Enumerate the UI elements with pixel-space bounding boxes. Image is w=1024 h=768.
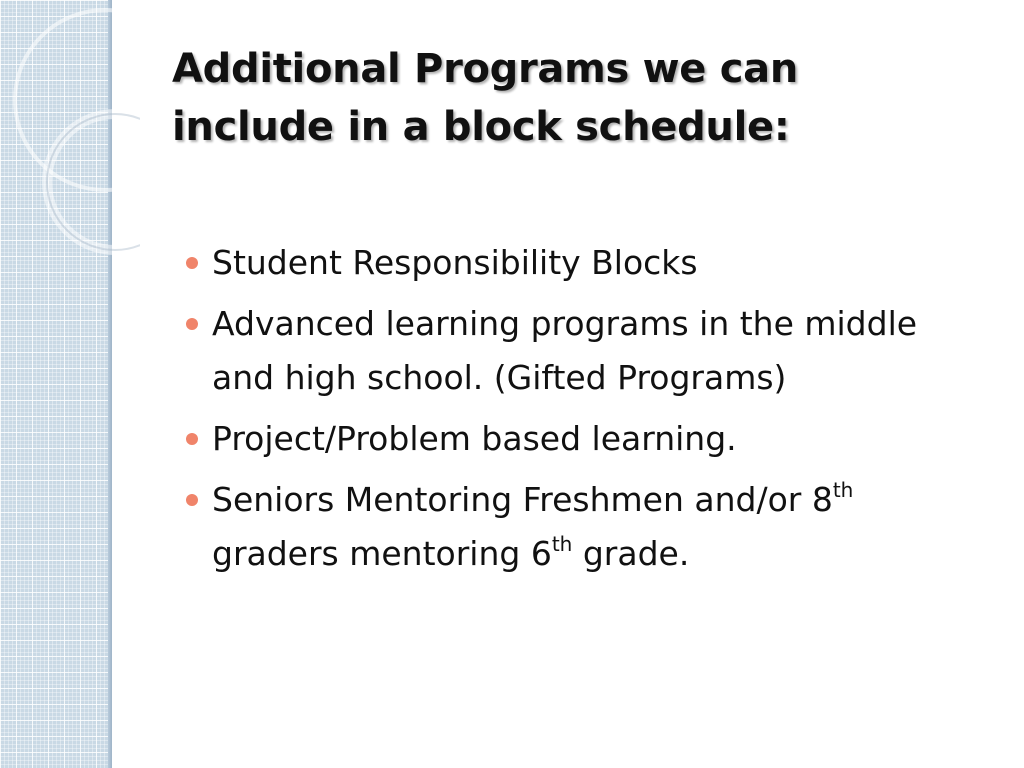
bullet-text-line-1: Seniors Mentoring Freshmen and/or 8 [212, 480, 833, 519]
list-item [186, 412, 1006, 466]
bullet-text-line-2: graders mentoring 6 [212, 534, 552, 573]
slide-title-line-2: include in a block schedule: [172, 104, 790, 150]
bullet-text-line-2-end: grade. [572, 534, 690, 573]
bullet-dot-icon [186, 494, 198, 506]
slide-title-line-1: Additional Programs we can [172, 46, 799, 92]
ordinal-suffix: th [551, 532, 573, 556]
bullet-text: Project/Problem based learning. [212, 419, 737, 458]
list-item [186, 473, 1006, 581]
side-grid-panel [0, 0, 112, 768]
bullet-text: Student Responsibility Blocks [212, 243, 698, 282]
bullet-dot-icon [186, 318, 198, 330]
bullet-text-line-1: Advanced learning programs in the middle [212, 304, 918, 343]
bullet-dot-icon [186, 257, 198, 269]
bullet-dot-icon [186, 433, 198, 445]
slide-title [172, 40, 972, 156]
bullet-text-line-2: and high school. (Gifted Programs) [212, 358, 787, 397]
bullet-list [186, 236, 1006, 588]
list-item [186, 236, 1006, 290]
ordinal-suffix: th [832, 478, 854, 502]
list-item [186, 297, 1006, 405]
